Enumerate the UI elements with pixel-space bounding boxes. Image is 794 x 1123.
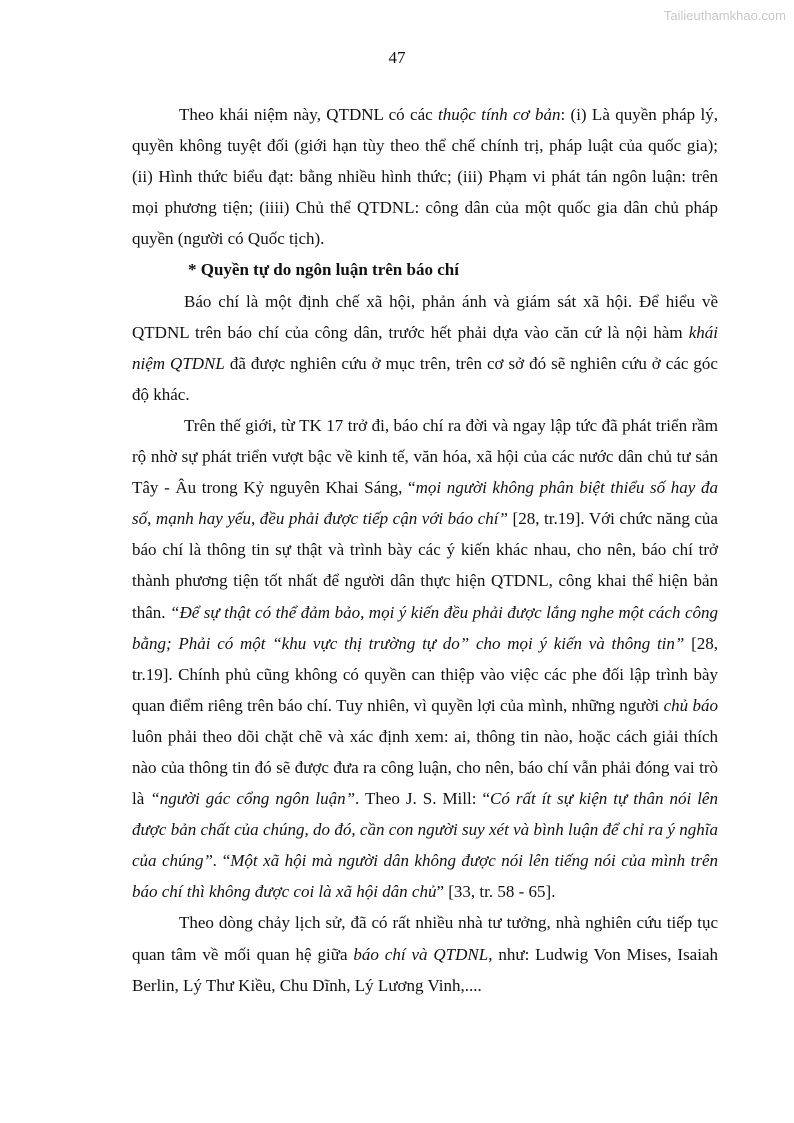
paragraph-press-history: Trên thế giới, từ TK 17 trở đi, báo chí ra đời và ngay lập tức đã phát triển rầm rộ nhờ sự phát triển vượt bậc về kinh tế, văn hóa, xã hội của các nước dân chủ tư sản Tây - Âu trong Kỷ nguyên Khai Sáng, “mọi người không phân biệt thiểu số hay đa số, mạnh hay yếu, đều phải được tiếp cận với báo chí” [28, tr.19]. Với chức năng của báo chí là thông tin sự thật và trình bày các ý kiến khác nhau, cho nên, báo chí trở thành phương tiện tốt nhất để người dân thực hiện QTDNL, công khai thể hiện bản thân. “Để sự thật có thể đảm bảo, mọi ý kiến đều phải được lắng nghe một cách công bằng; Phải có một “khu vực thị trường tự do” cho mọi ý kiến và thông tin” [28, tr.19]. Chính phủ cũng không có quyền can thiệp vào việc các phe đối lập trình bày quan điểm riêng trên báo chí. Tuy nhiên, vì quyền lợi của mình, những người chủ báo luôn phải theo dõi chặt chẽ và xác định xem: ai, thông tin nào, hoặc cách giải thích nào của thông tin đó sẽ được đưa ra công luận, cho nên, báo chí vẫn phải đóng vai trò là “người gác cổng ngôn luận”. Theo J. S. Mill: “Có rất ít sự kiện tự thân nói lên được bản chất của chúng, do đó, cần con người suy xét và bình luận để chỉ ra ý nghĩa của chúng”. “Một xã hội mà người dân không được nói lên tiếng nói của mình trên báo chí thì không được coi là xã hội dân chủ” [33, tr. 58 - 65]. bbox=[132, 415, 719, 902]
section-heading: * Quyền tự do ngôn luận trên báo chí bbox=[188, 260, 459, 280]
page-body bbox=[132, 99, 718, 1001]
watermark: Tailieuthamkhao.com bbox=[663, 8, 786, 23]
paragraph-properties: Theo khái niệm này, QTDNL có các thuộc tính cơ bản: (i) Là quyền pháp lý, quyền không tuyệt đối (giới hạn tùy theo thể chế chính trị, pháp luật của quốc gia); (ii) Hình thức biểu đạt: bằng nhiều hình thức; (iii) Phạm vi phát tán ngôn luận: trên mọi phương tiện; (iiii) Chủ thể QTDNL: công dân của một quốc gia dân chủ pháp quyền (người có Quốc tịch). bbox=[132, 105, 719, 249]
paragraph-thinkers: Theo dòng chảy lịch sử, đã có rất nhiều nhà tư tưởng, nhà nghiên cứu tiếp tục quan tâm về mối quan hệ giữa báo chí và QTDNL, như: Ludwig Von Mises, Isaiah Berlin, Lý Thư Kiều, Chu Dĩnh, Lý Lương Vinh,.... bbox=[132, 913, 718, 995]
paragraph-press-definition: Báo chí là một định chế xã hội, phản ánh và giám sát xã hội. Để hiểu về QTDNL trên báo chí của công dân, trước hết phải dựa vào căn cứ là nội hàm khái niệm QTDNL đã được nghiên cứu ở mục trên, trên cơ sở đó sẽ nghiên cứu ở các góc độ khác. bbox=[132, 291, 718, 404]
page-number: 47 bbox=[388, 48, 406, 67]
